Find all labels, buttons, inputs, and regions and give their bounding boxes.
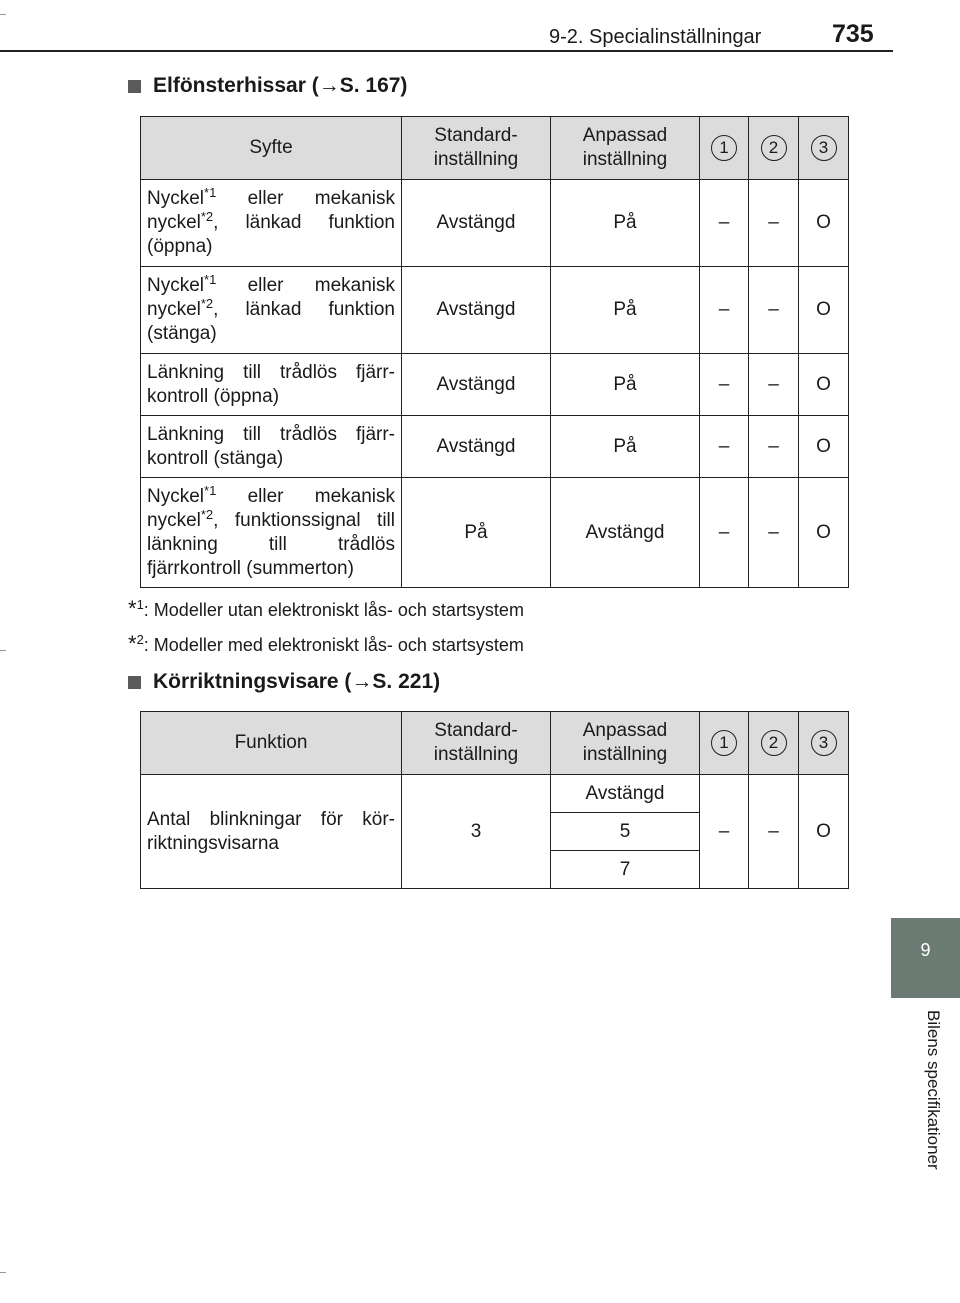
mode-3-value: O xyxy=(799,180,849,267)
crop-mark xyxy=(0,650,6,651)
crop-mark xyxy=(0,14,6,15)
footnote-2 xyxy=(128,631,524,657)
footnote-text: : Modeller utan elektroniskt lås- och startsystem xyxy=(143,600,524,620)
mode-3-value: O xyxy=(799,775,849,889)
default-value: Avstängd xyxy=(402,267,551,354)
custom-option: Avstängd xyxy=(551,775,700,813)
header-default: Standard- inställning xyxy=(402,117,551,180)
table-row xyxy=(141,354,849,416)
header-rule xyxy=(0,50,893,52)
table-row xyxy=(141,775,849,813)
circled-2-icon: 2 xyxy=(761,135,787,161)
row-description xyxy=(141,180,402,267)
header-custom: Anpassad inställning xyxy=(551,117,700,180)
heading-title: Körriktningsvisare ( xyxy=(153,670,352,693)
header-mode-3 xyxy=(799,712,849,775)
arrow-icon: → xyxy=(351,670,373,693)
arrow-icon: → xyxy=(318,74,340,97)
mode-2-value: – xyxy=(749,267,799,354)
mode-1-value: – xyxy=(700,267,749,354)
footnote-ref: *1 xyxy=(204,482,217,498)
table-row xyxy=(141,478,849,588)
custom-value: På xyxy=(551,354,700,416)
row-description: Länkning till trådlös fjärr-kontroll (stänga) xyxy=(141,416,402,478)
desc-text: , funktionssignal till länkning till trådlös fjärrkontroll (summerton) xyxy=(147,509,395,579)
row-description: Länkning till trådlös fjärr-kontroll (öppna) xyxy=(141,354,402,416)
mode-2-value: – xyxy=(749,775,799,889)
crop-mark xyxy=(0,1272,6,1273)
footnote-1 xyxy=(128,596,524,622)
desc-text: eller mekanisk nyckel xyxy=(147,188,395,233)
footnote-ref: *2 xyxy=(200,295,214,311)
header-default: Standard- inställning xyxy=(402,712,551,775)
section-header: 9-2. Specialinställningar xyxy=(549,26,762,48)
header-mode-3 xyxy=(799,117,849,180)
heading-ref: S. 167) xyxy=(339,74,408,97)
footnote-star: * xyxy=(128,596,137,621)
footnote-ref: *2 xyxy=(200,506,214,522)
header-custom: Anpassad inställning xyxy=(551,712,700,775)
row-description xyxy=(141,267,402,354)
footnote-ref: *2 xyxy=(200,208,214,224)
desc-text: eller mekanisk nyckel xyxy=(147,275,395,320)
header-mode-1 xyxy=(700,117,749,180)
default-value: 3 xyxy=(402,775,551,889)
table-header-row xyxy=(141,712,849,775)
mode-3-value: O xyxy=(799,267,849,354)
mode-2-value: – xyxy=(749,478,799,588)
footnote-ref: *1 xyxy=(204,271,217,287)
chapter-title: Bilens specifikationer xyxy=(924,1010,943,1170)
desc-text: , länkad funktion (öppna) xyxy=(147,212,395,257)
desc-text: Nyckel xyxy=(147,485,205,507)
circled-1-icon: 1 xyxy=(711,135,737,161)
custom-value: Avstängd xyxy=(551,478,700,588)
desc-text: eller mekanisk nyckel xyxy=(147,485,395,531)
table-header-row xyxy=(141,117,849,180)
header-mode-1 xyxy=(700,712,749,775)
circled-3-icon: 3 xyxy=(811,730,837,756)
header-function: Funktion xyxy=(141,712,402,775)
footnote-star: * xyxy=(128,631,137,656)
mode-2-value: – xyxy=(749,416,799,478)
turn-signal-settings-table xyxy=(140,711,849,889)
mode-1-value: – xyxy=(700,354,749,416)
windows-settings-table xyxy=(140,116,849,588)
chapter-tab xyxy=(891,918,960,998)
heading-title: Elfönsterhissar ( xyxy=(153,74,319,97)
section-heading-turn-signals xyxy=(128,670,440,694)
mode-1-value: – xyxy=(700,180,749,267)
heading-ref: S. 221) xyxy=(372,670,441,693)
circled-1-icon: 1 xyxy=(711,730,737,756)
default-value: Avstängd xyxy=(402,354,551,416)
circled-3-icon: 3 xyxy=(811,135,837,161)
desc-text: Nyckel xyxy=(147,275,205,296)
chapter-number: 9 xyxy=(920,940,931,960)
default-value: På xyxy=(402,478,551,588)
default-value: Avstängd xyxy=(402,180,551,267)
footnote-number: 1 xyxy=(136,596,144,612)
row-description: Antal blinkningar för kör-riktningsvisarna xyxy=(141,775,402,889)
table-row xyxy=(141,416,849,478)
table-row xyxy=(141,267,849,354)
circled-2-icon: 2 xyxy=(761,730,787,756)
footnote-number: 2 xyxy=(136,631,144,647)
default-value: Avstängd xyxy=(402,416,551,478)
header-purpose: Syfte xyxy=(141,117,402,180)
table-row xyxy=(141,180,849,267)
custom-option: 5 xyxy=(551,813,700,851)
square-bullet-icon xyxy=(128,80,141,93)
custom-value: På xyxy=(551,416,700,478)
desc-text: , länkad funktion (stänga) xyxy=(147,299,395,344)
mode-1-value: – xyxy=(700,416,749,478)
section-heading-windows xyxy=(128,74,407,98)
mode-2-value: – xyxy=(749,354,799,416)
mode-2-value: – xyxy=(749,180,799,267)
custom-option: 7 xyxy=(551,851,700,889)
mode-3-value: O xyxy=(799,416,849,478)
mode-3-value: O xyxy=(799,354,849,416)
mode-3-value: O xyxy=(799,478,849,588)
mode-1-value: – xyxy=(700,478,749,588)
custom-value: På xyxy=(551,267,700,354)
header-mode-2 xyxy=(749,712,799,775)
page-number: 735 xyxy=(832,20,874,48)
footnote-text: : Modeller med elektroniskt lås- och startsystem xyxy=(143,635,524,655)
square-bullet-icon xyxy=(128,676,141,689)
custom-value: På xyxy=(551,180,700,267)
desc-text: Nyckel xyxy=(147,188,205,209)
row-description xyxy=(141,478,402,588)
header-mode-2 xyxy=(749,117,799,180)
mode-1-value: – xyxy=(700,775,749,889)
footnote-ref: *1 xyxy=(204,184,217,200)
